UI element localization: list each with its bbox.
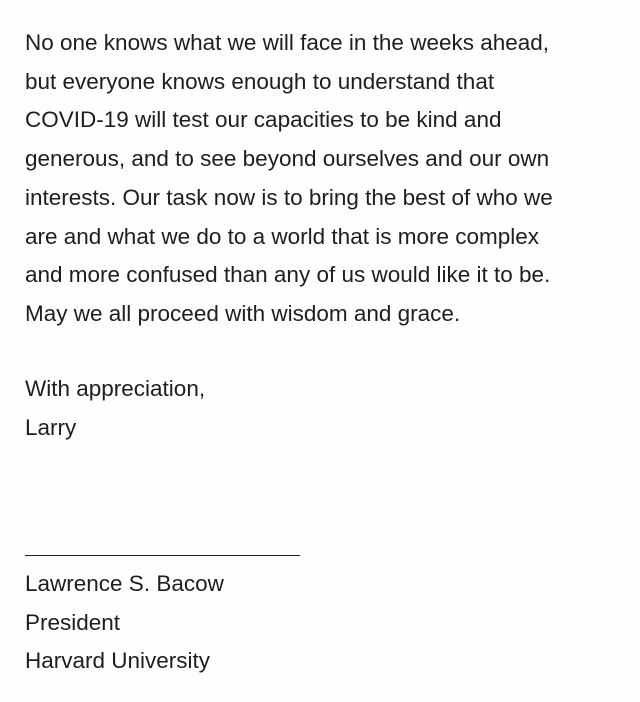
letter-closing: [25, 370, 205, 447]
closing-phrase: With appreciation,: [25, 376, 206, 401]
body-line: and more confused than any of us would like it to be.: [25, 262, 551, 288]
signatory-title: President: [25, 609, 121, 635]
body-line: interests. Our task now is to bring the best of who we: [25, 184, 553, 210]
signoff-name: Larry: [25, 414, 77, 440]
body-line: COVID-19 will test our capacities to be kind and: [25, 107, 502, 133]
body-line: No one knows what we will face in the weeks ahead,: [25, 30, 550, 55]
signatory-name: Lawrence S. Bacow: [25, 571, 224, 596]
body-line: generous, and to see beyond ourselves and our own: [25, 146, 550, 172]
signature-block: [25, 565, 224, 681]
body-line: are and what we do to a world that is more complex: [25, 223, 540, 249]
signatory-institution: Harvard University: [25, 648, 211, 674]
body-line: May we all proceed with wisdom and grace.: [25, 300, 461, 326]
signature-line: [25, 555, 300, 556]
letter-body: [25, 24, 553, 334]
body-line: but everyone knows enough to understand that: [25, 68, 495, 94]
